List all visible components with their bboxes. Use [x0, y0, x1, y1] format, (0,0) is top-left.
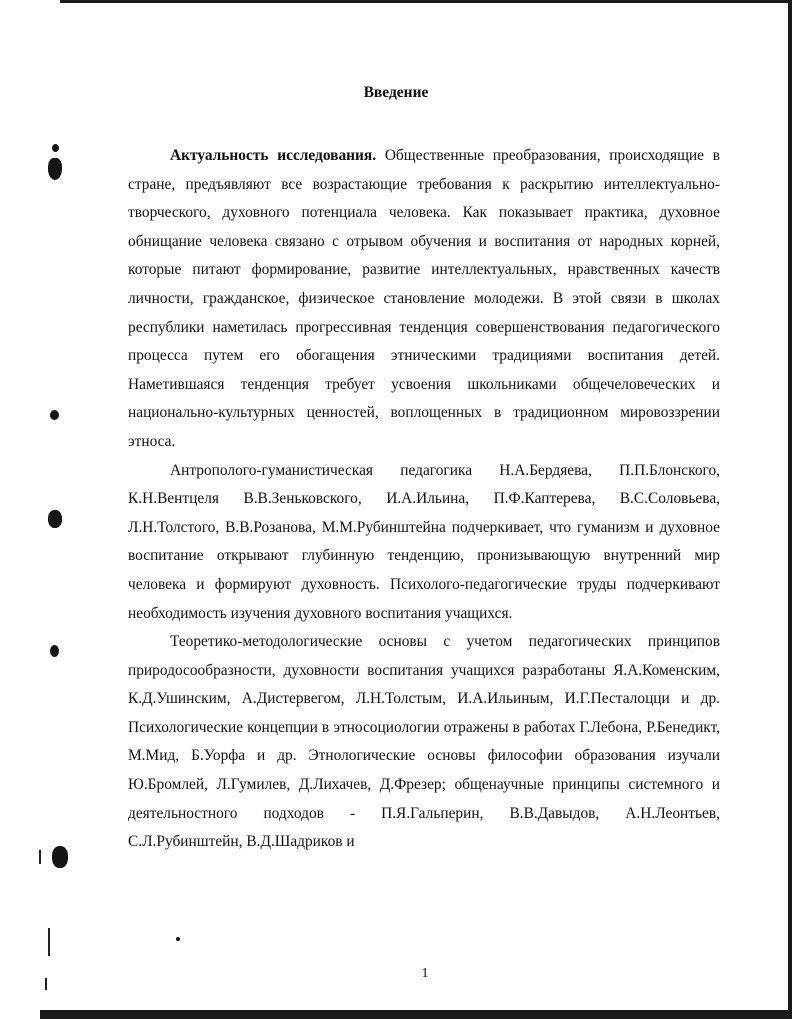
body-text — [128, 142, 720, 857]
binding-line-1 — [39, 850, 41, 864]
scan-edge-top — [60, 0, 792, 3]
scan-edge-right — [788, 0, 792, 1019]
binding-mark-3 — [50, 410, 59, 420]
scan-edge-bottom — [40, 1010, 792, 1019]
page-number: 1 — [421, 966, 429, 981]
binding-mark-4 — [48, 510, 62, 528]
binding-mark-5 — [50, 645, 59, 657]
paragraph-2: Антрополого-гуманистическая педагогика Н.А.Бердяева, П.П.Блонского, К.Н.Вентцеля В.В.Зеньковского, И.А.Ильина, П.Ф.Каптерева, В.С.Соловьева, Л.Н.Толстого, В.В.Розанова, М.М.Рубинштейна подчеркивает, что гуманизм и духовное воспитание открывают глубинную тенденцию, пронизывающую внутренний мир человека и формируют духовность. Психолого-педагогические труды подчеркивают необходимость изучения духовного воспитания учащихся. — [128, 461, 720, 622]
page-heading: Введение — [363, 84, 429, 101]
paragraph-1 — [128, 142, 720, 457]
binding-mark-1 — [48, 158, 62, 180]
paragraph-1-text: Общественные преобразования, происходящие в стране, предъявляют все возрастающие требования к раскрытию интеллектуально-творческого, духовного потенциала человека. Как показывает практика, духовное обнищание человека связано с отрывом обучения и воспитания от народных корней, которые питают формирование, развитие интеллектуальных, нравственных качеств личности, гражданское, физическое становление молодежи. В этой связи в школах республики наметилась прогрессивная тенденция совершенствования педагогического процесса путем его обогащения этническими традициями воспитания детей. Наметившаяся тенденция требует усвоения школьниками общечеловеческих и национально-культурных ценностей, воплощенных в традиционном мировоззрении этноса. — [128, 147, 720, 450]
binding-mark-2 — [52, 144, 59, 152]
binding-line-2 — [48, 928, 50, 956]
paragraph-3: Теоретико-методологические основы с учетом педагогических принципов природосообразности, духовности воспитания учащихся разработаны Я.А.Коменским, К.Д.Ушинским, А.Дистервегом, Л.Н.Толстым, И.А.Ильиным, И.Г.Песталоцци и др. Психологические концепции в этносоциологии отражены в работах Г.Лебона, Р.Бенедикт, М.Мид, Б.Уорфа и др. Этнологические основы философии образования изучали Ю.Бромлей, Л.Гумилев, Д.Лихачев, Д.Фрезер; общенаучные принципы системного и деятельностного подходов - П.Я.Гальперин, В.В.Давыдов, А.Н.Леонтьев, С.Л.Рубинштейн, В.Д.Шадриков и — [128, 633, 720, 851]
binding-mark-6 — [52, 846, 68, 868]
paragraph-1-lead: Актуальность исследования. — [170, 147, 377, 164]
dot-mark — [176, 937, 180, 941]
